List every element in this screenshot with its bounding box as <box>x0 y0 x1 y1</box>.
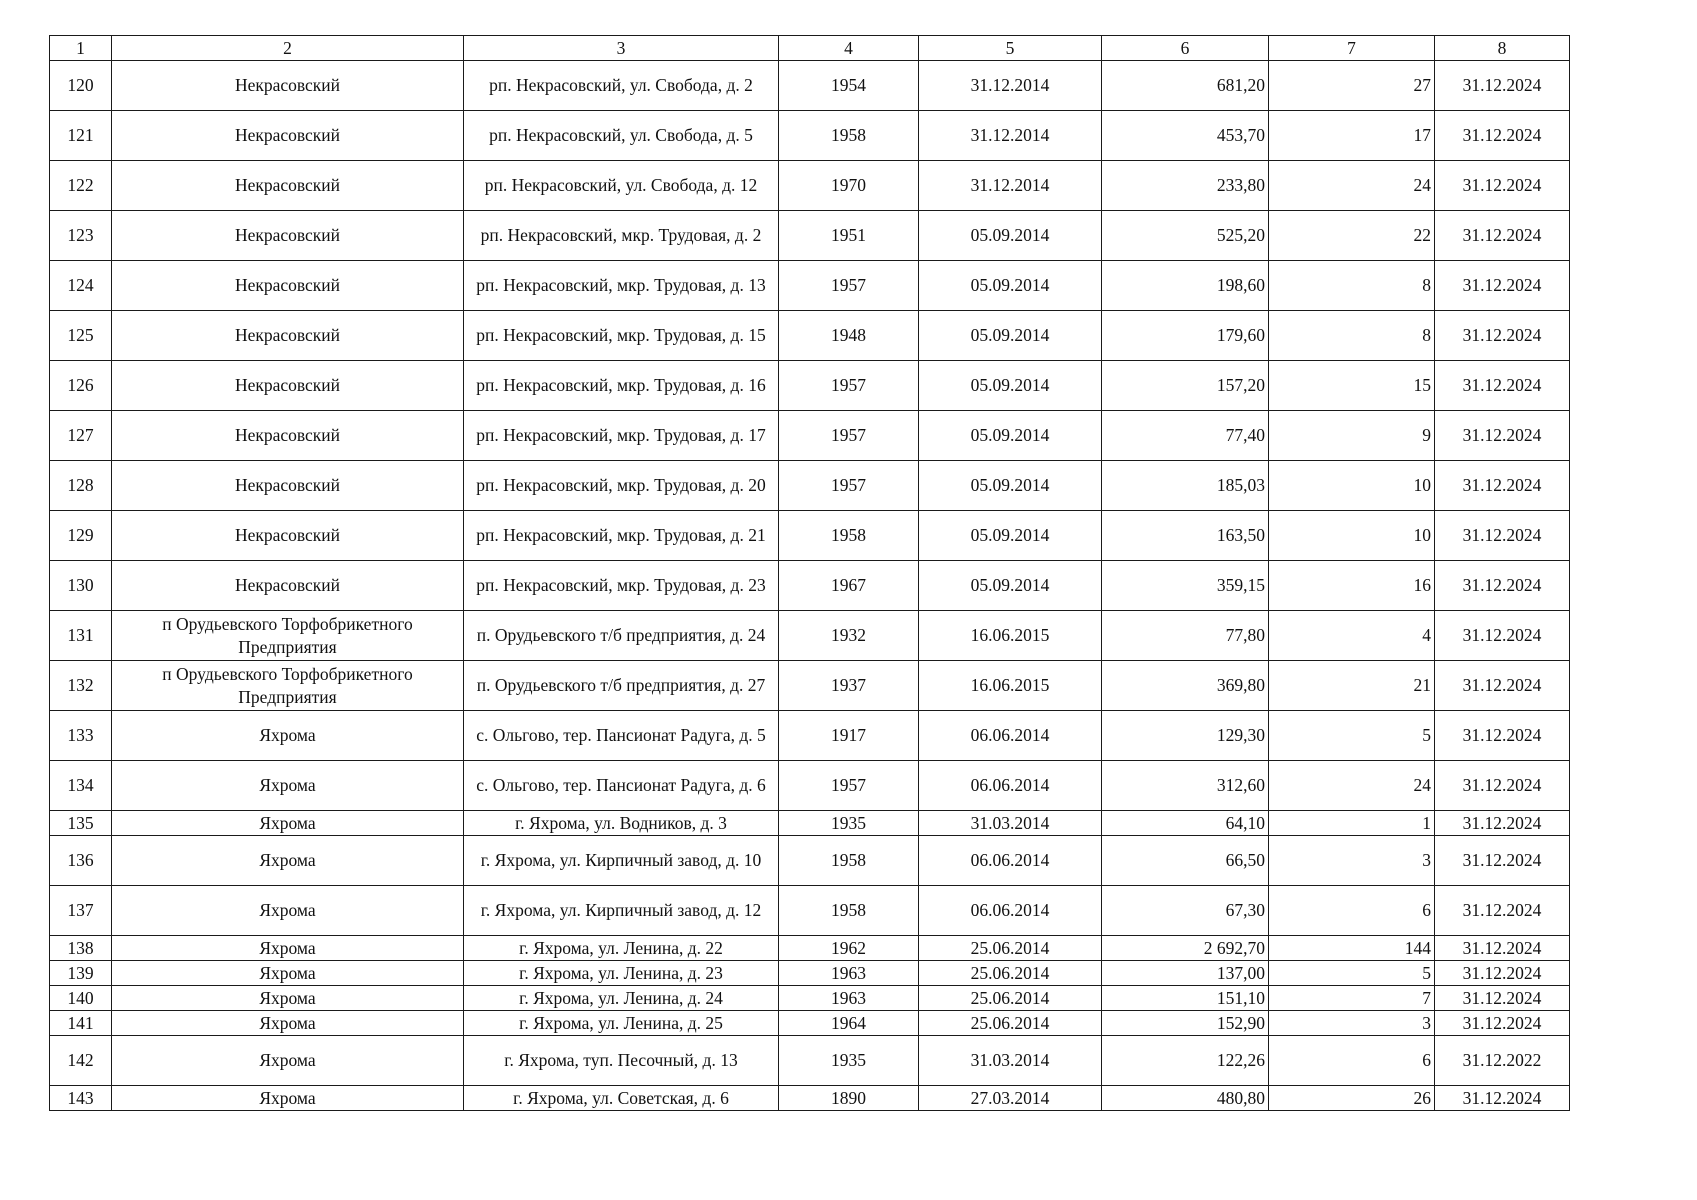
deadline-cell: 31.12.2024 <box>1435 61 1570 111</box>
table-row <box>50 1036 1570 1086</box>
table-row <box>50 661 1570 711</box>
date-cell: 06.06.2014 <box>919 836 1102 886</box>
area-cell: 163,50 <box>1102 511 1269 561</box>
row-number-cell: 124 <box>50 261 112 311</box>
residents-cell: 21 <box>1269 661 1435 711</box>
deadline-cell: 31.12.2024 <box>1435 461 1570 511</box>
deadline-cell: 31.12.2024 <box>1435 511 1570 561</box>
table-row <box>50 886 1570 936</box>
row-number-cell: 128 <box>50 461 112 511</box>
table-row <box>50 211 1570 261</box>
year-cell: 1957 <box>779 261 919 311</box>
address-cell: рп. Некрасовский, ул. Свобода, д. 5 <box>464 111 779 161</box>
address-cell: рп. Некрасовский, мкр. Трудовая, д. 23 <box>464 561 779 611</box>
date-cell: 05.09.2014 <box>919 561 1102 611</box>
residents-cell: 22 <box>1269 211 1435 261</box>
column-header: 1 <box>50 36 112 61</box>
row-number-cell: 134 <box>50 761 112 811</box>
settlement-cell: Некрасовский <box>112 261 464 311</box>
residents-cell: 1 <box>1269 811 1435 836</box>
row-number-cell: 130 <box>50 561 112 611</box>
deadline-cell: 31.12.2024 <box>1435 886 1570 936</box>
settlement-cell: Яхрома <box>112 836 464 886</box>
residents-cell: 26 <box>1269 1086 1435 1111</box>
settlement-cell: Яхрома <box>112 961 464 986</box>
settlement-cell: Некрасовский <box>112 111 464 161</box>
residents-cell: 24 <box>1269 161 1435 211</box>
row-number-cell: 132 <box>50 661 112 711</box>
residents-cell: 6 <box>1269 1036 1435 1086</box>
document-page <box>49 35 1569 1111</box>
table-row <box>50 461 1570 511</box>
year-cell: 1964 <box>779 1011 919 1036</box>
table-row <box>50 411 1570 461</box>
table-row <box>50 761 1570 811</box>
date-cell: 25.06.2014 <box>919 986 1102 1011</box>
deadline-cell: 31.12.2024 <box>1435 811 1570 836</box>
row-number-cell: 121 <box>50 111 112 161</box>
row-number-cell: 127 <box>50 411 112 461</box>
header-row <box>50 36 1570 61</box>
table-row <box>50 986 1570 1011</box>
address-cell: г. Яхрома, ул. Ленина, д. 23 <box>464 961 779 986</box>
date-cell: 05.09.2014 <box>919 461 1102 511</box>
address-cell: рп. Некрасовский, ул. Свобода, д. 12 <box>464 161 779 211</box>
settlement-cell: Яхрома <box>112 761 464 811</box>
settlement-cell: Яхрома <box>112 936 464 961</box>
address-cell: п. Орудьевского т/б предприятия, д. 24 <box>464 611 779 661</box>
settlement-cell: Некрасовский <box>112 311 464 361</box>
area-cell: 152,90 <box>1102 1011 1269 1036</box>
date-cell: 05.09.2014 <box>919 511 1102 561</box>
year-cell: 1957 <box>779 461 919 511</box>
date-cell: 31.03.2014 <box>919 1036 1102 1086</box>
settlement-cell: Яхрома <box>112 811 464 836</box>
year-cell: 1958 <box>779 511 919 561</box>
address-cell: рп. Некрасовский, мкр. Трудовая, д. 13 <box>464 261 779 311</box>
deadline-cell: 31.12.2024 <box>1435 561 1570 611</box>
year-cell: 1958 <box>779 111 919 161</box>
residents-cell: 16 <box>1269 561 1435 611</box>
area-cell: 312,60 <box>1102 761 1269 811</box>
year-cell: 1937 <box>779 661 919 711</box>
residents-cell: 7 <box>1269 986 1435 1011</box>
address-cell: с. Ольгово, тер. Пансионат Радуга, д. 6 <box>464 761 779 811</box>
row-number-cell: 131 <box>50 611 112 661</box>
year-cell: 1951 <box>779 211 919 261</box>
residents-cell: 5 <box>1269 711 1435 761</box>
area-cell: 185,03 <box>1102 461 1269 511</box>
deadline-cell: 31.12.2024 <box>1435 1011 1570 1036</box>
date-cell: 27.03.2014 <box>919 1086 1102 1111</box>
year-cell: 1970 <box>779 161 919 211</box>
area-cell: 179,60 <box>1102 311 1269 361</box>
area-cell: 369,80 <box>1102 661 1269 711</box>
area-cell: 480,80 <box>1102 1086 1269 1111</box>
column-header: 3 <box>464 36 779 61</box>
address-cell: рп. Некрасовский, мкр. Трудовая, д. 16 <box>464 361 779 411</box>
deadline-cell: 31.12.2024 <box>1435 836 1570 886</box>
settlement-cell: п Орудьевского Торфобрикетного Предприятия <box>112 661 464 711</box>
row-number-cell: 138 <box>50 936 112 961</box>
row-number-cell: 141 <box>50 1011 112 1036</box>
date-cell: 05.09.2014 <box>919 361 1102 411</box>
area-cell: 151,10 <box>1102 986 1269 1011</box>
address-cell: г. Яхрома, ул. Кирпичный завод, д. 12 <box>464 886 779 936</box>
row-number-cell: 120 <box>50 61 112 111</box>
year-cell: 1935 <box>779 1036 919 1086</box>
deadline-cell: 31.12.2024 <box>1435 361 1570 411</box>
date-cell: 31.12.2014 <box>919 61 1102 111</box>
row-number-cell: 137 <box>50 886 112 936</box>
deadline-cell: 31.12.2024 <box>1435 411 1570 461</box>
deadline-cell: 31.12.2024 <box>1435 661 1570 711</box>
column-header: 4 <box>779 36 919 61</box>
deadline-cell: 31.12.2024 <box>1435 986 1570 1011</box>
date-cell: 25.06.2014 <box>919 961 1102 986</box>
year-cell: 1954 <box>779 61 919 111</box>
area-cell: 2 692,70 <box>1102 936 1269 961</box>
area-cell: 137,00 <box>1102 961 1269 986</box>
year-cell: 1935 <box>779 811 919 836</box>
area-cell: 198,60 <box>1102 261 1269 311</box>
residents-cell: 6 <box>1269 886 1435 936</box>
date-cell: 05.09.2014 <box>919 211 1102 261</box>
row-number-cell: 142 <box>50 1036 112 1086</box>
area-cell: 122,26 <box>1102 1036 1269 1086</box>
settlement-cell: Некрасовский <box>112 461 464 511</box>
table-row <box>50 611 1570 661</box>
deadline-cell: 31.12.2024 <box>1435 211 1570 261</box>
settlement-cell: Яхрома <box>112 711 464 761</box>
residents-cell: 3 <box>1269 1011 1435 1036</box>
settlement-cell: Некрасовский <box>112 511 464 561</box>
date-cell: 31.12.2014 <box>919 111 1102 161</box>
table-row <box>50 61 1570 111</box>
column-header: 8 <box>1435 36 1570 61</box>
table-row <box>50 261 1570 311</box>
residents-cell: 10 <box>1269 461 1435 511</box>
residents-cell: 8 <box>1269 261 1435 311</box>
year-cell: 1957 <box>779 361 919 411</box>
settlement-cell: Некрасовский <box>112 411 464 461</box>
address-cell: г. Яхрома, ул. Советская, д. 6 <box>464 1086 779 1111</box>
date-cell: 05.09.2014 <box>919 311 1102 361</box>
date-cell: 05.09.2014 <box>919 411 1102 461</box>
residents-cell: 10 <box>1269 511 1435 561</box>
date-cell: 16.06.2015 <box>919 661 1102 711</box>
table-row <box>50 111 1570 161</box>
address-cell: п. Орудьевского т/б предприятия, д. 27 <box>464 661 779 711</box>
date-cell: 25.06.2014 <box>919 1011 1102 1036</box>
date-cell: 06.06.2014 <box>919 761 1102 811</box>
area-cell: 525,20 <box>1102 211 1269 261</box>
deadline-cell: 31.12.2022 <box>1435 1036 1570 1086</box>
residents-cell: 27 <box>1269 61 1435 111</box>
address-cell: рп. Некрасовский, мкр. Трудовая, д. 20 <box>464 461 779 511</box>
area-cell: 359,15 <box>1102 561 1269 611</box>
address-cell: рп. Некрасовский, мкр. Трудовая, д. 2 <box>464 211 779 261</box>
row-number-cell: 143 <box>50 1086 112 1111</box>
table-row <box>50 1011 1570 1036</box>
column-header: 7 <box>1269 36 1435 61</box>
residents-cell: 5 <box>1269 961 1435 986</box>
table-row <box>50 836 1570 886</box>
date-cell: 31.12.2014 <box>919 161 1102 211</box>
table-row <box>50 311 1570 361</box>
date-cell: 16.06.2015 <box>919 611 1102 661</box>
row-number-cell: 136 <box>50 836 112 886</box>
year-cell: 1963 <box>779 986 919 1011</box>
deadline-cell: 31.12.2024 <box>1435 1086 1570 1111</box>
settlement-cell: Яхрома <box>112 1086 464 1111</box>
row-number-cell: 140 <box>50 986 112 1011</box>
table-row <box>50 161 1570 211</box>
deadline-cell: 31.12.2024 <box>1435 311 1570 361</box>
year-cell: 1962 <box>779 936 919 961</box>
residents-cell: 15 <box>1269 361 1435 411</box>
deadline-cell: 31.12.2024 <box>1435 936 1570 961</box>
residents-cell: 144 <box>1269 936 1435 961</box>
row-number-cell: 133 <box>50 711 112 761</box>
area-cell: 66,50 <box>1102 836 1269 886</box>
settlement-cell: Некрасовский <box>112 561 464 611</box>
area-cell: 157,20 <box>1102 361 1269 411</box>
year-cell: 1957 <box>779 411 919 461</box>
area-cell: 233,80 <box>1102 161 1269 211</box>
address-cell: рп. Некрасовский, мкр. Трудовая, д. 21 <box>464 511 779 561</box>
settlement-cell: Некрасовский <box>112 61 464 111</box>
address-cell: рп. Некрасовский, мкр. Трудовая, д. 17 <box>464 411 779 461</box>
area-cell: 77,40 <box>1102 411 1269 461</box>
address-cell: г. Яхрома, ул. Ленина, д. 25 <box>464 1011 779 1036</box>
deadline-cell: 31.12.2024 <box>1435 611 1570 661</box>
deadline-cell: 31.12.2024 <box>1435 261 1570 311</box>
deadline-cell: 31.12.2024 <box>1435 961 1570 986</box>
table-row <box>50 1086 1570 1111</box>
year-cell: 1958 <box>779 886 919 936</box>
settlement-cell: Яхрома <box>112 1011 464 1036</box>
table-row <box>50 561 1570 611</box>
area-cell: 681,20 <box>1102 61 1269 111</box>
settlement-cell: Некрасовский <box>112 161 464 211</box>
deadline-cell: 31.12.2024 <box>1435 761 1570 811</box>
address-cell: рп. Некрасовский, ул. Свобода, д. 2 <box>464 61 779 111</box>
residents-cell: 24 <box>1269 761 1435 811</box>
table-row <box>50 811 1570 836</box>
area-cell: 67,30 <box>1102 886 1269 936</box>
area-cell: 453,70 <box>1102 111 1269 161</box>
date-cell: 06.06.2014 <box>919 886 1102 936</box>
column-header: 5 <box>919 36 1102 61</box>
row-number-cell: 126 <box>50 361 112 411</box>
address-cell: г. Яхрома, ул. Кирпичный завод, д. 10 <box>464 836 779 886</box>
address-cell: г. Яхрома, ул. Ленина, д. 24 <box>464 986 779 1011</box>
year-cell: 1890 <box>779 1086 919 1111</box>
year-cell: 1958 <box>779 836 919 886</box>
settlement-cell: Яхрома <box>112 986 464 1011</box>
housing-table <box>49 35 1570 1111</box>
address-cell: рп. Некрасовский, мкр. Трудовая, д. 15 <box>464 311 779 361</box>
date-cell: 25.06.2014 <box>919 936 1102 961</box>
date-cell: 31.03.2014 <box>919 811 1102 836</box>
settlement-cell: Яхрома <box>112 886 464 936</box>
area-cell: 129,30 <box>1102 711 1269 761</box>
settlement-cell: Яхрома <box>112 1036 464 1086</box>
address-cell: г. Яхрома, туп. Песочный, д. 13 <box>464 1036 779 1086</box>
date-cell: 05.09.2014 <box>919 261 1102 311</box>
year-cell: 1948 <box>779 311 919 361</box>
column-header: 2 <box>112 36 464 61</box>
address-cell: г. Яхрома, ул. Водников, д. 3 <box>464 811 779 836</box>
year-cell: 1917 <box>779 711 919 761</box>
row-number-cell: 135 <box>50 811 112 836</box>
residents-cell: 8 <box>1269 311 1435 361</box>
residents-cell: 9 <box>1269 411 1435 461</box>
table-row <box>50 961 1570 986</box>
row-number-cell: 125 <box>50 311 112 361</box>
settlement-cell: Некрасовский <box>112 361 464 411</box>
deadline-cell: 31.12.2024 <box>1435 111 1570 161</box>
year-cell: 1967 <box>779 561 919 611</box>
year-cell: 1963 <box>779 961 919 986</box>
deadline-cell: 31.12.2024 <box>1435 161 1570 211</box>
table-row <box>50 936 1570 961</box>
row-number-cell: 139 <box>50 961 112 986</box>
residents-cell: 3 <box>1269 836 1435 886</box>
residents-cell: 17 <box>1269 111 1435 161</box>
table-row <box>50 511 1570 561</box>
year-cell: 1932 <box>779 611 919 661</box>
area-cell: 77,80 <box>1102 611 1269 661</box>
year-cell: 1957 <box>779 761 919 811</box>
row-number-cell: 129 <box>50 511 112 561</box>
address-cell: с. Ольгово, тер. Пансионат Радуга, д. 5 <box>464 711 779 761</box>
settlement-cell: п Орудьевского Торфобрикетного Предприятия <box>112 611 464 661</box>
area-cell: 64,10 <box>1102 811 1269 836</box>
date-cell: 06.06.2014 <box>919 711 1102 761</box>
address-cell: г. Яхрома, ул. Ленина, д. 22 <box>464 936 779 961</box>
deadline-cell: 31.12.2024 <box>1435 711 1570 761</box>
settlement-cell: Некрасовский <box>112 211 464 261</box>
column-header: 6 <box>1102 36 1269 61</box>
row-number-cell: 122 <box>50 161 112 211</box>
table-row <box>50 711 1570 761</box>
table-row <box>50 361 1570 411</box>
residents-cell: 4 <box>1269 611 1435 661</box>
row-number-cell: 123 <box>50 211 112 261</box>
